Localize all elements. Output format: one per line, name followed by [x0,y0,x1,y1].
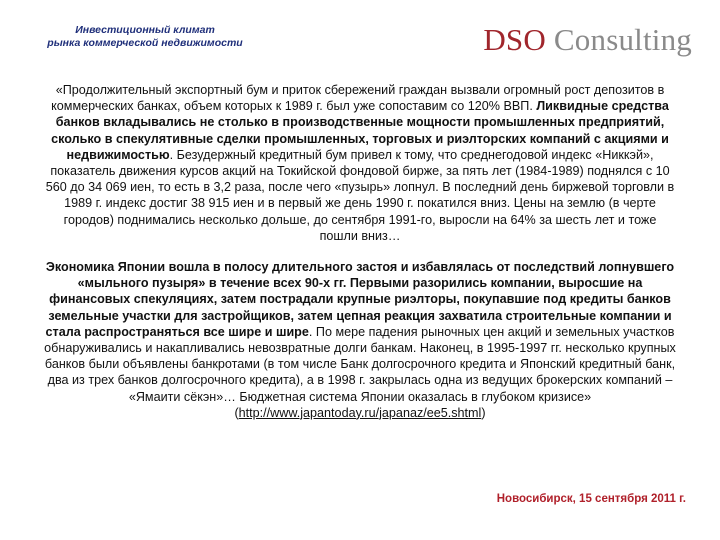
p2-close: ) [481,405,486,420]
p2-rest: . По мере падения рыночных цен акций и земельных участков обнаруживались и накапливались невозвратные долги банкам. Наконец, в 1995-1997 гг. несколько крупных банков были объявлены банкротами (в том числе Банк долгосрочного кредита и Японский кредитный банк, два из трех банков долгосрочного кредита), а в 1998 г. закрылась одна из ведущих брокерских компаний – «Ямаити сёкэн»… Бюджетная система Японии оказалась в глубоком кризисе» ( [44,324,676,420]
footer-date: Новосибирск, 15 сентября 2011 г. [496,493,686,505]
p2-bold: Экономика Японии вошла в полосу длительного застоя и избавлялась от последствий лопнувшего «мыльного пузыря» в течение всех 90-х гг. Первыми разорились компании, выросшие на финансовых спекуляциях, затем пострадали крупные риэлторы, покупавшие под кредиты банков земельные участки для застройщиков, затем цепная реакция захватила строительные компании и стала распространяться все шире и шире [45,260,675,339]
quote-body [44,82,676,421]
company-logo [483,22,692,58]
title-line-1: Инвестиционный климат [75,24,215,36]
p1-bold: Ликвидные средства банков вкладывались не столько в производственные мощности промышленных предприятий, сколько в спекулятивные сделки промышленных, торговых и риэлторских компаний с акциями и недвижимостью [51,99,669,162]
logo-rest: Consulting [545,22,692,57]
title-line-2: рынка коммерческой недвижимости [47,37,243,49]
paragraph-1 [44,82,676,244]
p1-intro: «Продолжительный экспортный бум и приток сбережений граждан вызвали огромный рост депозитов в коммерческих банках, объем которых к 1989 г. был уже сопоставим со 120% ВВП. [51,83,665,114]
logo-brand: DSO [483,22,546,57]
paragraph-2 [44,259,676,421]
presentation-title [20,24,270,50]
p1-rest: . Безудержный кредитный бум привел к тому, что среднегодовой индекс «Никкэй», показатель движения курсов акций на Токийской фондовой бирже, за пять лет (1984-1989) поднялся с 10 560 до 34 069 иен, то есть в 3,2 раза, после чего «пузырь» лопнул. В последний день биржевой торговли в 1989 г. индекс достиг 38 915 иен и в первый же день 1990 г. покатился вниз. Цены на землю (в черте городов) поднимались несколько дольше, до сентября 1991-го, выросли на 64% за шесть лет и тоже пошли вниз… [45,147,675,243]
source-link[interactable]: http://www.japantoday.ru/japanaz/ee5.shtml [238,405,482,420]
